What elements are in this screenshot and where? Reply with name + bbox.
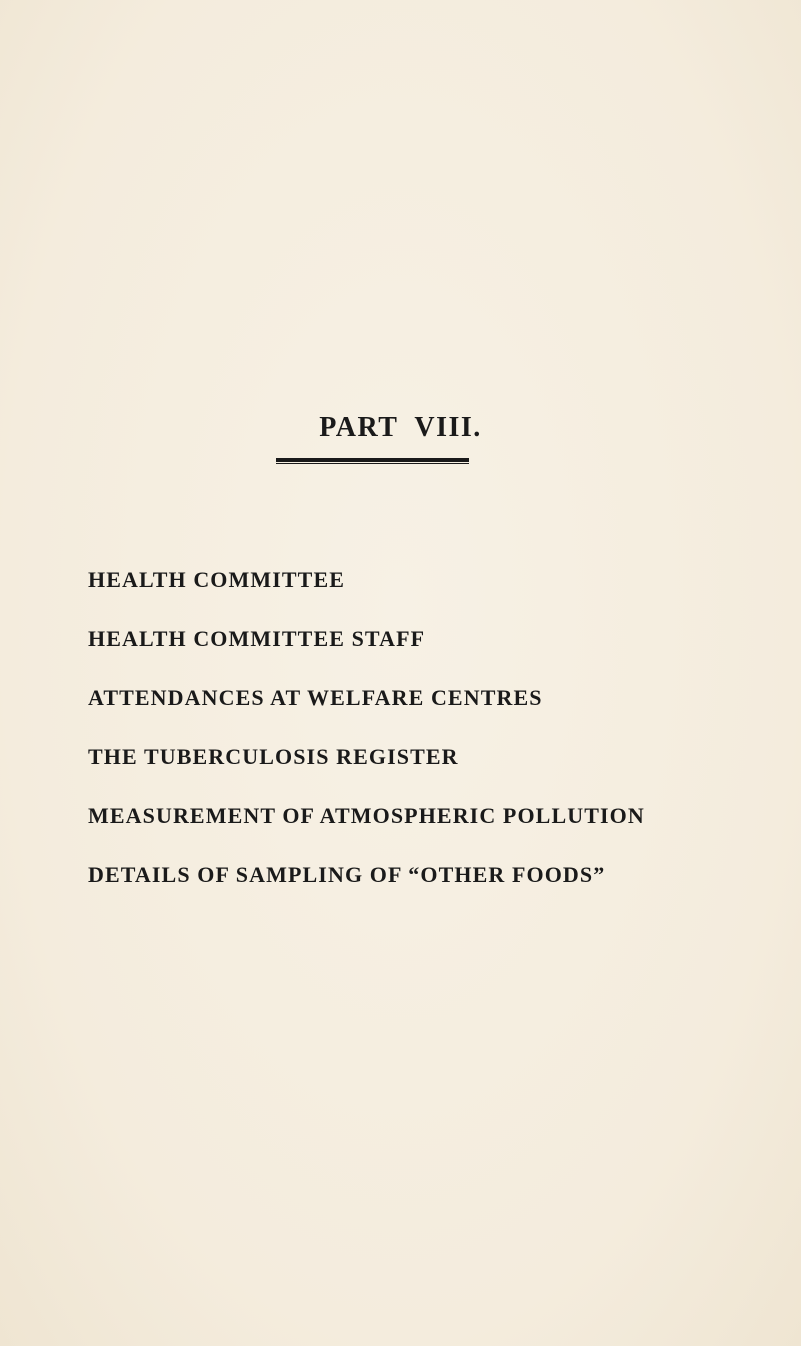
contents-list — [88, 565, 645, 919]
title-underline — [276, 458, 469, 464]
contents-item-tuberculosis-register: THE TUBERCULOSIS REGISTER — [88, 744, 459, 769]
contents-item-health-committee-staff: HEALTH COMMITTEE STAFF — [88, 626, 426, 651]
contents-item-atmospheric-pollution: MEASUREMENT OF ATMOSPHERIC POLLUTION — [88, 803, 645, 828]
contents-item-sampling-other-foods: DETAILS OF SAMPLING OF “OTHER FOODS” — [88, 862, 606, 887]
part-title: PART VIII. — [319, 412, 482, 443]
contents-item-health-committee: HEALTH COMMITTEE — [88, 567, 346, 592]
contents-item-attendances-welfare-centres: ATTENDANCES AT WELFARE CENTRES — [88, 685, 543, 710]
